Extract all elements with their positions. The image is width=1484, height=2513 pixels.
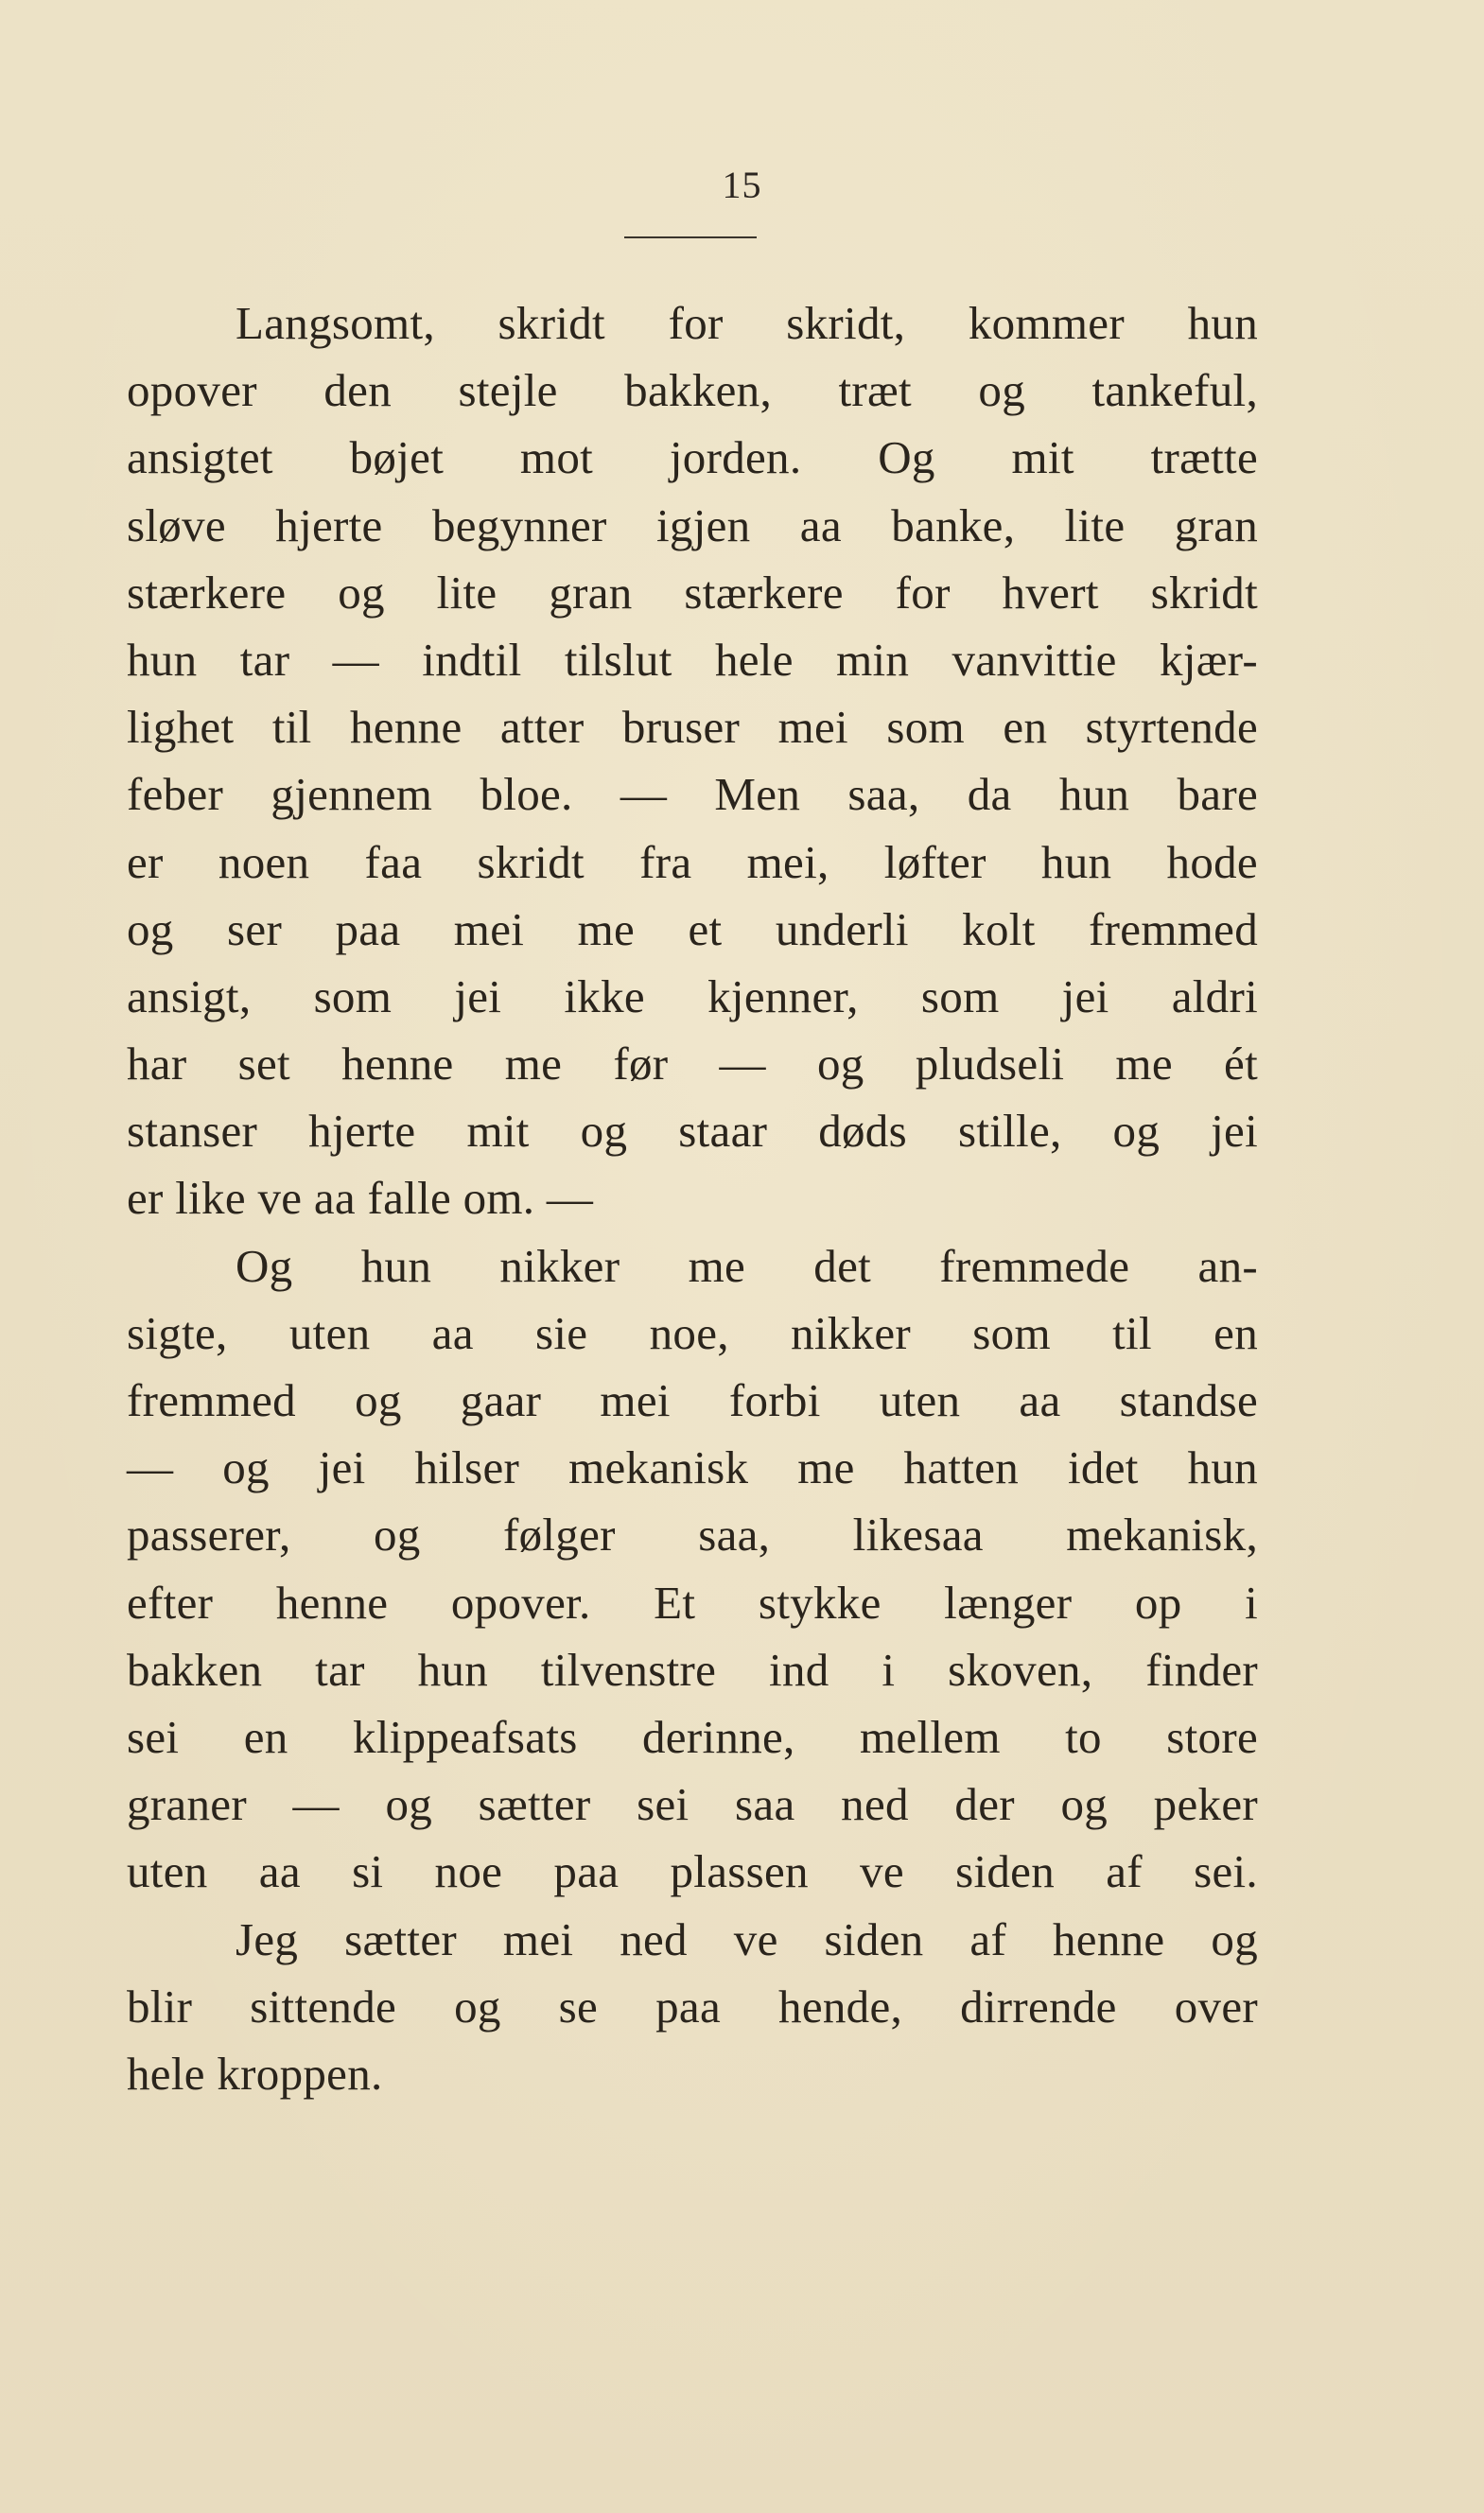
text-line: Langsomt, skridt for skridt, kommer hun [236,297,1258,349]
header-rule [624,236,757,238]
text-line: graner — og sætter sei saa ned der og peker [127,1778,1258,1831]
text-line: er noen faa skridt fra mei, løfter hun hode [127,835,1258,888]
text-line: ansigtet bøjet mot jorden. Og mit trætte [127,431,1258,484]
text-line: sigte, uten aa sie noe, nikker som til en [127,1306,1258,1359]
text-line: efter henne opover. Et stykke længer op i [127,1576,1258,1629]
text-line: stærkere og lite gran stærkere for hvert skridt [127,566,1258,619]
paragraph [127,1906,1258,2108]
paragraph [127,1232,1258,1906]
text-line: bakken tar hun tilvenstre ind i skoven, finder [127,1643,1258,1696]
text-line: har set henne me før — og pludseli me ét [127,1038,1258,1091]
text-line: hun tar — indtil tilslut hele min vanvittie kjær- [127,633,1258,686]
text-line: ansigt, som jei ikke kjenner, som jei aldri [127,969,1258,1022]
text-line: uten aa si noe paa plassen ve siden af sei. [127,1845,1258,1898]
text-line: sei en klippeafsats derinne, mellem to store [127,1710,1258,1763]
body-text [127,289,1258,2107]
text-line: blir sittende og se paa hende, dirrende over [127,1980,1258,2033]
text-line: feber gjennem bloe. — Men saa, da hun bare [127,768,1258,821]
text-line: hele kroppen. [127,2047,383,2100]
text-line: er like ve aa falle om. — [127,1172,594,1225]
text-line: sløve hjerte begynner igjen aa banke, lite gran [127,498,1258,551]
text-line: stanser hjerte mit og staar døds stille, og jei [127,1105,1258,1158]
text-line: passerer, og følger saa, likesaa mekanisk, [127,1509,1258,1562]
text-line: og ser paa mei me et underli kolt fremmed [127,902,1258,955]
text-line: fremmed og gaar mei forbi uten aa standse [127,1374,1258,1426]
paragraph [127,289,1258,1232]
text-line: lighet til henne atter bruser mei som en styrtende [127,701,1258,754]
text-line: — og jei hilser mekanisk me hatten idet hun [127,1441,1258,1494]
text-line: opover den stejle bakken, træt og tankeful, [127,364,1258,417]
page-number: 15 [722,164,762,206]
text-line: Og hun nikker me det fremmede an- [236,1239,1258,1292]
text-line: Jeg sætter mei ned ve siden af henne og [236,1912,1258,1965]
